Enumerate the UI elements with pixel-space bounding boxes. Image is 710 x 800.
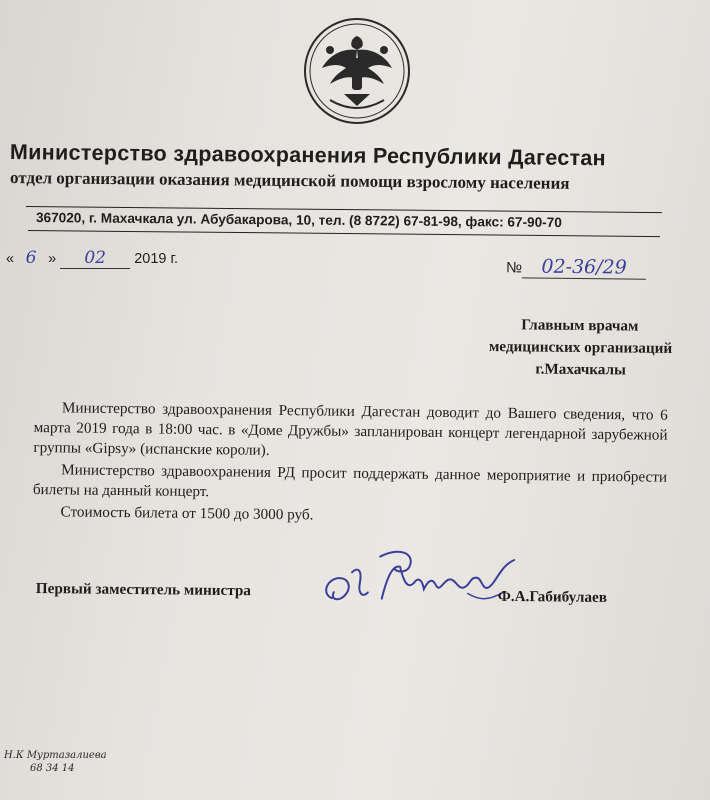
signatory-name: Ф.А.Габибулаев	[497, 587, 608, 606]
body-paragraph-1: Министерство здравоохранения Республики Дагестан доводит до Вашего сведения, что 6 марта 2019 года в 18:00 час. в «Доме Дружбы» запланирован концерт легендарной зарубежной группы «Gipsy» (испанские короли).	[33, 399, 668, 459]
executor-name: Н.К Муртазалиева	[4, 750, 107, 761]
registration-number	[506, 255, 646, 279]
header-divider-bottom	[28, 230, 660, 237]
executor-info	[4, 749, 107, 775]
handwritten-signature-icon	[318, 542, 529, 624]
date-day: 6	[25, 248, 37, 268]
addressee-line-3: г.Махачкалы	[535, 360, 626, 379]
date-month: 02	[60, 248, 130, 269]
date-open-quote: «	[6, 251, 15, 267]
reg-number-value: 02-36/29	[522, 255, 646, 279]
ministry-title: Министерство здравоохранения Республики Дагестан	[9, 140, 607, 171]
body-paragraph-2: Министерство здравоохранения РД просит поддержать данное мероприятие и приобрести билеты на данный концерт.	[32, 461, 668, 501]
ministry-address: 367020, г. Махачкала ул. Абубакарова, 10, тел. (8 8722) 67-81-98, факс: 67-90-70	[35, 210, 562, 231]
date-close-quote: »	[48, 251, 57, 267]
addressee-line-2: медицинских организаций	[488, 338, 673, 357]
department-title: отдел организации оказания медицинской помощи взрослому населения	[9, 168, 570, 193]
reg-prefix: №	[505, 259, 523, 277]
addressee-line-1: Главным врачам	[520, 316, 639, 335]
body-paragraph-3: Стоимость билета от 1500 до 3000 руб.	[60, 503, 314, 524]
coat-of-arms-icon	[300, 14, 414, 128]
date-year: 2019 г.	[134, 251, 179, 267]
addressee-block	[488, 314, 672, 382]
executor-phone: 68 34 14	[30, 763, 75, 774]
letter-body	[32, 398, 667, 532]
signatory-role: Первый заместитель министра	[35, 579, 252, 600]
letter-date	[6, 248, 178, 269]
signature-row	[36, 575, 676, 622]
